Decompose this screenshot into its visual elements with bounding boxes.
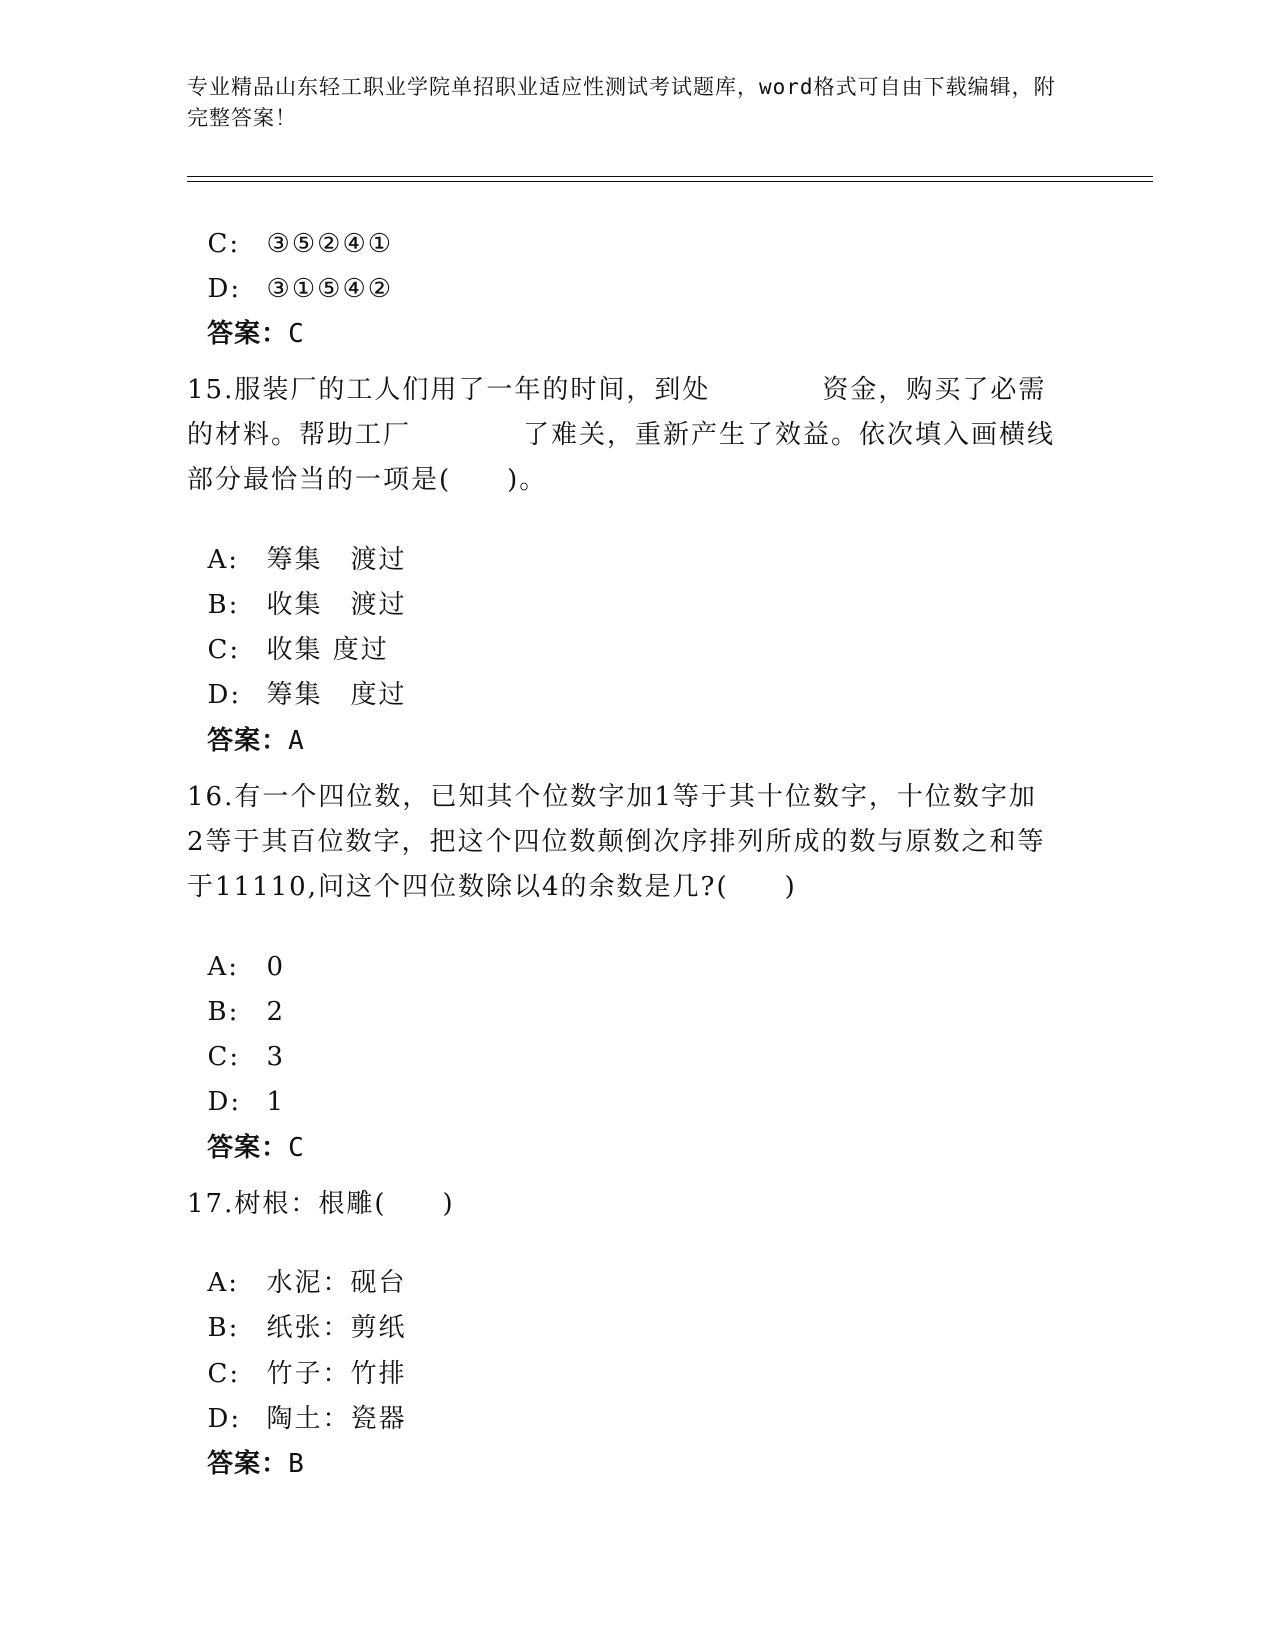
question-16-line-2: 2等于其百位数字，把这个四位数颠倒次序排列所成的数与原数之和等 xyxy=(187,827,1046,857)
answer-label: 答案： xyxy=(207,319,289,349)
answer-line xyxy=(187,1413,305,1481)
option-text: ③⑤②④① xyxy=(266,229,394,259)
option-text: 筹集 渡过 xyxy=(266,545,407,575)
question-15-line-1: 15.服装厂的工人们用了一年的时间，到处 资金，购买了必需 xyxy=(187,375,1047,405)
answer-line xyxy=(187,283,305,351)
option-label: D: xyxy=(207,1404,242,1434)
answer-line xyxy=(187,1097,305,1165)
option-text: 陶土：瓷器 xyxy=(266,1404,407,1434)
header-rule-bottom xyxy=(187,181,1153,182)
question-16-line-1: 16.有一个四位数，已知其个位数字加1等于其十位数字，十位数字加 xyxy=(187,782,1037,812)
answer-value: C xyxy=(288,319,305,349)
option-label: C: xyxy=(207,1359,241,1389)
option-label: A: xyxy=(207,1268,240,1298)
question-15-line-3: 部分最恰当的一项是( )。 xyxy=(187,465,548,495)
option-text: 0 xyxy=(266,952,286,982)
answer-value: B xyxy=(288,1449,305,1479)
question-16-line-3: 于11110,问这个四位数除以4的余数是几?( ) xyxy=(187,872,797,902)
option-text: 3 xyxy=(266,1042,286,1072)
option-label: C: xyxy=(207,635,241,665)
document-header: 专业精品山东轻工职业学院单招职业适应性测试考试题库，word格式可自由下载编辑，附完整答案！ xyxy=(187,75,1056,130)
option-text: 收集 渡过 xyxy=(266,590,407,620)
option-label: D: xyxy=(207,274,242,304)
answer-line xyxy=(187,690,305,758)
answer-label: 答案： xyxy=(207,1449,289,1479)
option-label: C: xyxy=(207,229,241,259)
option-text: ③①⑤④② xyxy=(266,274,394,304)
option-label: D: xyxy=(207,1087,242,1117)
option-label: B: xyxy=(207,590,240,620)
question-15-line-2: 的材料。帮助工厂 了难关，重新产生了效益。依次填入画横线 xyxy=(187,420,1056,450)
header-rule-top xyxy=(187,176,1153,177)
option-label: A: xyxy=(207,952,240,982)
option-text: 收集 度过 xyxy=(266,635,389,665)
option-text: 竹子：竹排 xyxy=(266,1359,407,1389)
answer-label: 答案： xyxy=(207,1133,289,1163)
question-17-line-1: 17.树根：根雕( ) xyxy=(187,1189,455,1219)
option-text: 1 xyxy=(266,1087,286,1117)
option-text: 筹集 度过 xyxy=(266,680,407,710)
option-text: 2 xyxy=(266,997,286,1027)
answer-value: C xyxy=(288,1133,305,1163)
option-label: A: xyxy=(207,545,240,575)
option-label: D: xyxy=(207,680,242,710)
answer-label: 答案： xyxy=(207,726,289,756)
answer-value: A xyxy=(288,726,305,756)
option-label: C: xyxy=(207,1042,241,1072)
option-label: B: xyxy=(207,997,240,1027)
option-label: B: xyxy=(207,1313,240,1343)
option-text: 纸张：剪纸 xyxy=(266,1313,407,1343)
option-text: 水泥：砚台 xyxy=(266,1268,407,1298)
